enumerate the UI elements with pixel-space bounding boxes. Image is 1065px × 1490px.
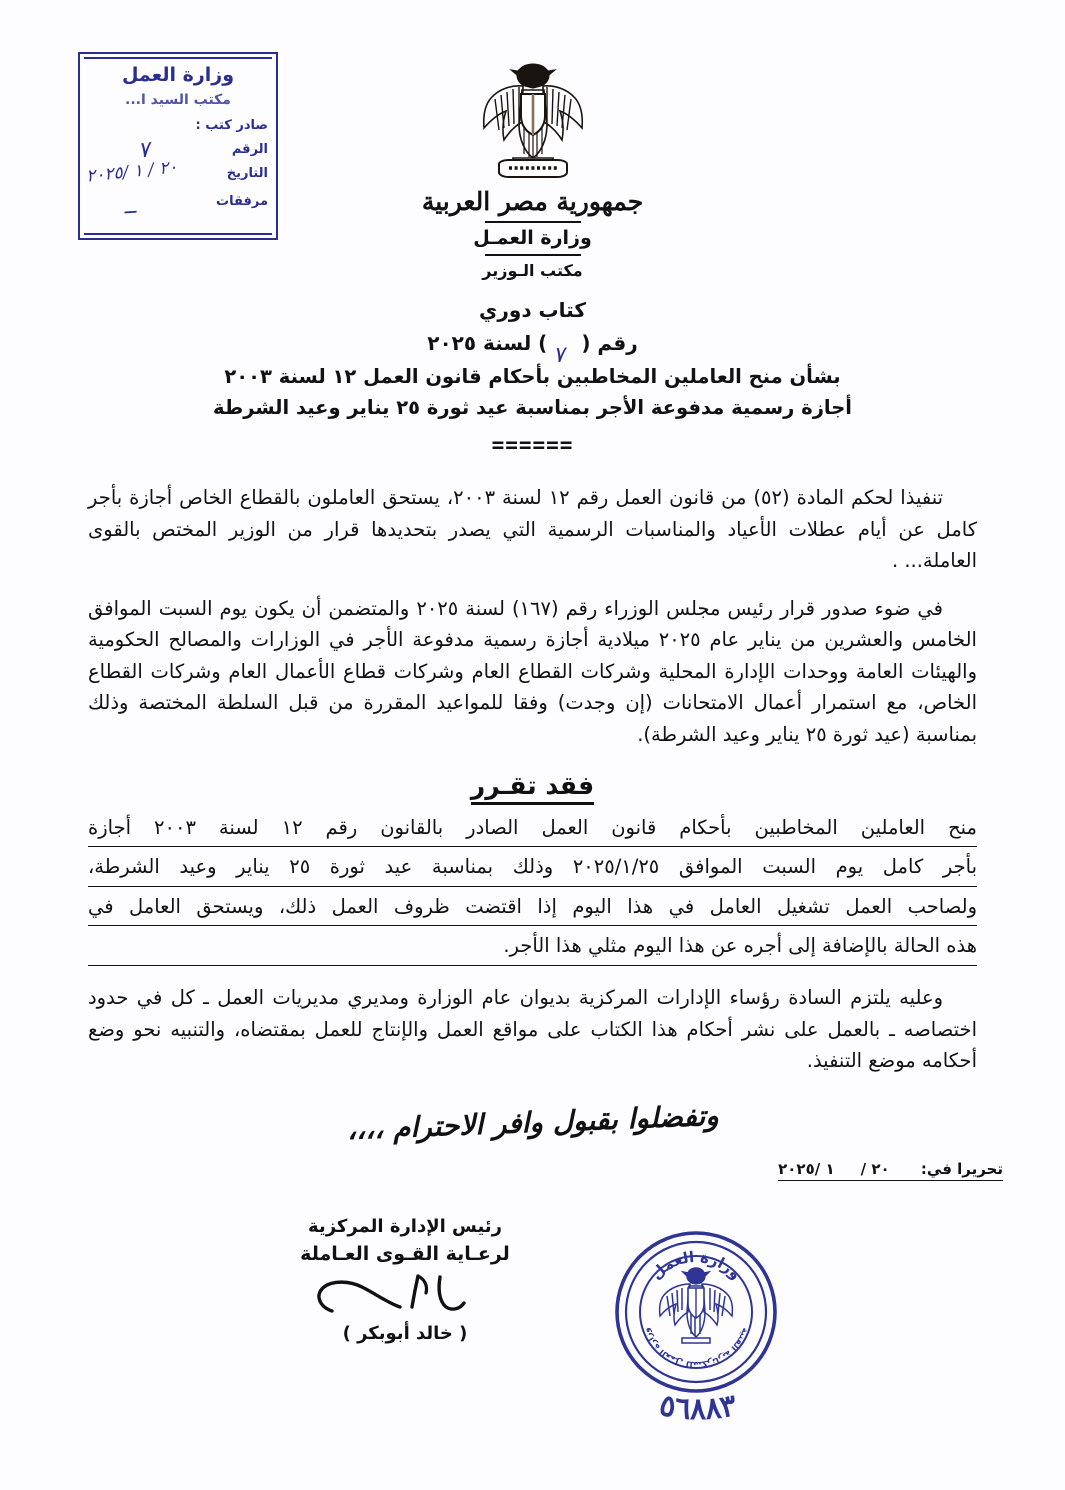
svg-text:٥٦٨٨٣: ٥٦٨٨٣ [656,1387,740,1427]
stamp-office-label: مكتب السيد ا... [125,92,231,108]
decision-heading-text: فقد تقـرر [471,771,594,805]
closing-salutation: وتفضلوا بقبول وافر الاحترام ،،،، [346,1098,719,1147]
subject-line-2: أجازة رسمية مدفوعة الأجر بمناسبة عيد ثورة ٢٥ يناير وعيد الشرطة [213,396,852,419]
decision-line-4: هذه الحالة بالإضافة إلى أجره عن هذا اليوم مثلي هذا الأجر. [88,930,977,966]
seal-eagle-icon [660,1268,733,1343]
seal-bottom-text: وزارة العمل للسكرتارية الفنية [641,1326,751,1370]
written-on-label: تحريرا في: [920,1160,1003,1178]
document-kind: كتاب دوري [479,298,586,322]
subject-line-1: بشأن منح العاملين المخاطبين بأحكام قانون العمل ١٢ لسنة ٢٠٠٣ [224,365,841,388]
stamp-date-value: ٢٠ / ١ /٢٠٢٥ [85,157,179,187]
eagle-of-saladin-icon [473,58,593,183]
masthead [0,58,1065,280]
document-number-suffix: ) لسنة ٢٠٢٥ [427,331,548,355]
stamp-number-value: ٧ [136,137,152,164]
official-round-seal [612,1228,780,1396]
decision-heading [88,771,977,800]
decision-line-3: ولصاحب العمل تشغيل العامل في هذا اليوم إذا اقتضت ظروف العمل ذلك، ويستحق العامل في [88,891,977,927]
signatory-name: ( خالد أبوبكر ) [342,1323,468,1344]
stamp-date-label: التاريخ [226,166,268,181]
paragraph-1: تنفيذا لحكم المادة (٥٢) من قانون العمل رقم ١٢ لسنة ٢٠٠٣، يستحق العاملون بالقطاع الخاص أجازة بأجر كامل عن أيام عطلات الأعياد والمناسبات الرسمية التي يصدر بتحديدها قرار من الوزير المختص بالقوى العاملة... . [88,486,977,573]
decision-line-1: منح العاملين المخاطبين بأحكام قانون العمل الصادر بالقانون رقم ١٢ لسنة ٢٠٠٣ أجازة [88,812,977,848]
title-block [0,298,1065,457]
signatory-title-line-2: لرعـاية القـوى العـاملة [300,1243,510,1265]
masthead-country: جمهورية مصر العربية [421,187,644,216]
signatory-title-line-1: رئيس الإدارة المركزية [308,1216,502,1237]
handwritten-signature-icon [255,1267,555,1323]
written-on-year: ٢٠٢٥ [778,1160,815,1178]
written-on-day: ٢٠ [871,1160,890,1178]
seal-handwritten-number [618,1386,778,1446]
document-number-line [427,331,638,369]
svg-text:وزارة العمل للسكرتارية الفنية [642,1326,750,1369]
document-number-prefix: رقم ( [581,331,638,355]
decision-line-2: بأجر كامل يوم السبت الموافق ٢٠٢٥/١/٢٥ وذلك بمناسبة عيد ثورة ٢٥ يناير وعيد الشرطة، [88,851,977,887]
masthead-divider-2 [485,254,581,256]
stamp-issued-label: صادر كتب : [195,118,268,133]
paragraph-2: في ضوء صدور قرار رئيس مجلس الوزراء رقم (١٦٧) لسنة ٢٠٢٥ والمتضمن أن يكون يوم السبت الموافق الخامس والعشرين من يناير عام ٢٠٢٥ ميلادية أجازة رسمية مدفوعة الأجر في الوزارات والمصالح الحكومية والهيئات العامة ووحدات الإدارة المحلية وشركات القطاع العام وشركات قطاع الأعمال العام وشركات القطاع الخاص، مع استمرار أعمال الامتحانات (إن وجدت) وفقا للمواعيد المقررة من قبل السلطة المختصة وذلك بمناسبة (عيد ثورة ٢٥ يناير وعيد الشرطة). [88,596,977,747]
written-on-date: تحريرا في: ٢٠ /١ /٢٠٢٥ [778,1160,1003,1181]
stamp-number-label: الرقم [231,142,268,157]
stamp-attachments-label: مرفقات [216,194,268,209]
closing-block [0,1098,1065,1147]
written-on-month: ١ [825,1160,835,1178]
document-body [88,482,977,1093]
stamp-ministry-label: وزارة العمل [121,64,235,86]
masthead-divider-1 [485,221,581,223]
masthead-ministry: وزارة العمـل [473,227,592,249]
seal-top-text: وزارة العمل [647,1247,745,1284]
masthead-office: مكتب الـوزير [482,261,583,280]
title-separator: ====== [491,433,574,457]
stamp-attachments-value: ــ [123,193,137,219]
decision-paragraph [88,812,977,966]
document-number-value: ٧ [552,342,567,369]
paragraph-4: وعليه يلتزم السادة رؤساء الإدارات المركزية بديوان عام الوزارة ومديري مديريات العمل ـ كل في حدود اختصاصه ـ بالعمل على نشر أحكام هذا الكتاب على مواقع العمل والإنتاج للعمل بمقتضاه، والتنبيه نحو وضع أحكامه موضع التنفيذ. [88,985,977,1073]
